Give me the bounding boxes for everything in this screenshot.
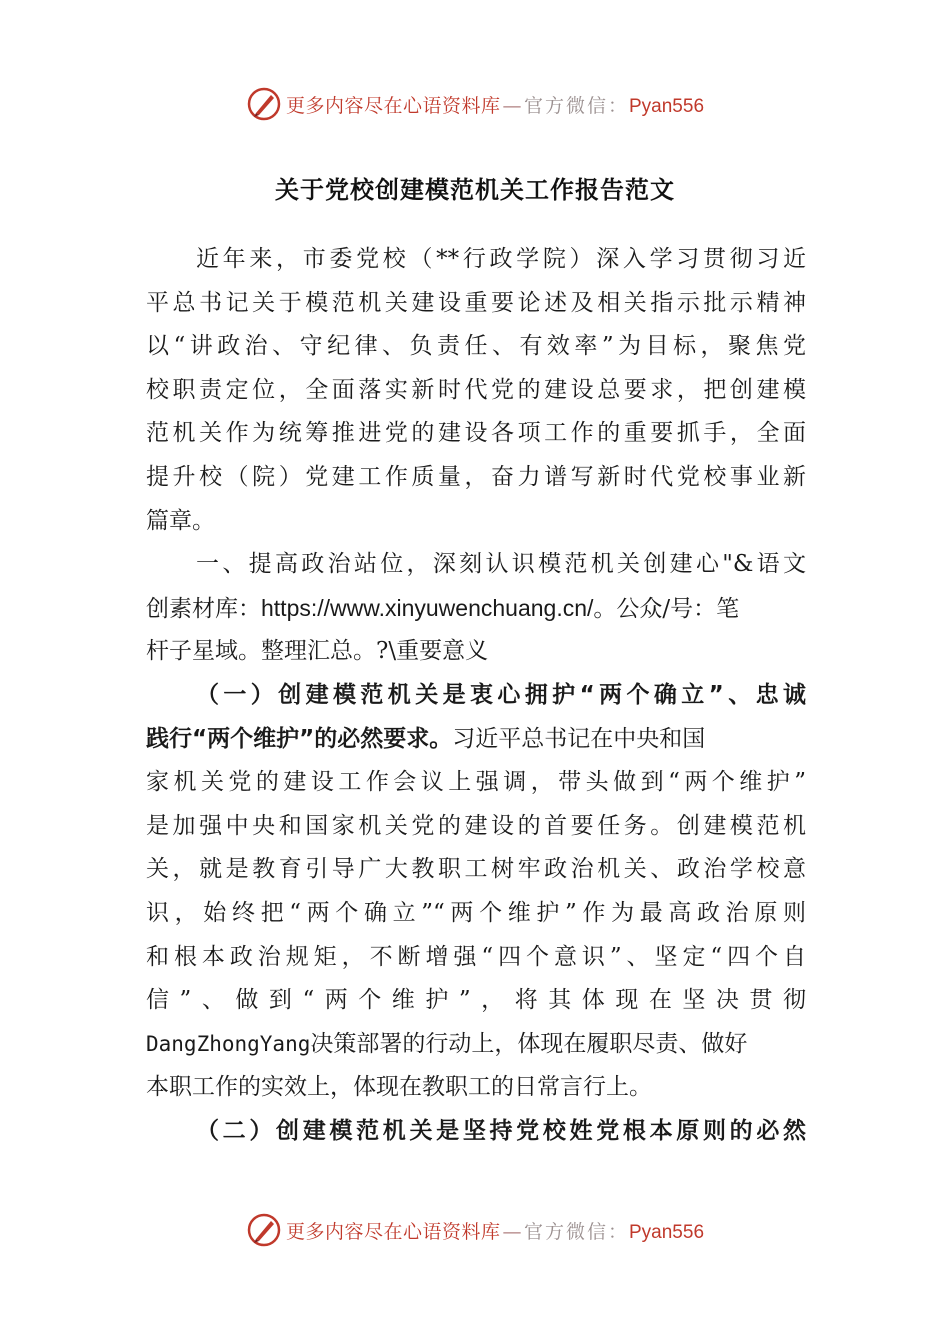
banner-slogan: 更多内容尽在心语资料库: [285, 1220, 501, 1243]
text-fragment: 决策部署的行动上，体现在履职尽责、做好: [310, 1030, 748, 1057]
text-line: 是加强中央和国家机关党的建设的首要任务。创建模范机: [146, 812, 806, 839]
text-fragment: 习近平总书记在中央和国: [452, 725, 706, 752]
mixed-line: [146, 718, 806, 762]
text-line: 本职工作的实效上，体现在教职工的日常言行上。: [146, 1074, 652, 1101]
text-line: 提升校（院）党建工作质量，奋力谱写新时代党校事业新: [146, 463, 806, 490]
text-fragment: 。公众/号：笔: [593, 595, 740, 622]
document-title: 关于党校创建模范机关工作报告范文: [275, 176, 675, 204]
subheading-line: （二）创建模范机关是坚持党校姓党根本原则的必然: [196, 1117, 806, 1144]
text-line: 近年来，市委党校（**行政学院）深入学习贯彻习近: [196, 246, 806, 272]
header-banner: [0, 84, 950, 124]
banner-wechat-id: Pyan556: [629, 1221, 705, 1243]
text-line: 校职责定位，全面落实新时代党的建设总要求，把创建模: [146, 376, 806, 403]
banner-slogan: 更多内容尽在心语资料库: [285, 94, 501, 117]
text-fragment: 创素材库：: [146, 595, 261, 622]
text-line: 和根本政治规矩，不断增强“四个意识”、坚定“四个自: [146, 943, 806, 970]
text-line: 平总书记关于模范机关建设重要论述及相关指示批示精神: [146, 289, 806, 316]
text-line: 杆子星域。整理汇总。?\重要意义: [146, 638, 489, 665]
text-line: 关，就是教育引导广大教职工树牢政治机关、政治学校意: [146, 856, 806, 883]
text-line-with-url: [146, 587, 806, 631]
source-url-text: https://www.xinyuwenchuang.cn/: [261, 594, 594, 621]
banner-text: [286, 91, 704, 118]
footer-banner: [0, 1210, 950, 1250]
text-line: 以“讲政治、守纪律、负责任、有效率”为目标，聚焦党: [146, 333, 806, 360]
quill-pen-logo-icon: [246, 86, 282, 122]
banner-text: [286, 1217, 704, 1244]
text-line: 识，始终把“两个确立”“两个维护”作为最高政治原则: [146, 899, 806, 926]
mixed-line: [146, 1023, 806, 1067]
document-body: [146, 238, 806, 1153]
text-line: 信”、做到“两个维护”，将其体现在坚决贯彻: [146, 987, 806, 1014]
quill-pen-logo-icon: [246, 1212, 282, 1248]
text-line: 篇章。: [146, 507, 215, 534]
subheading-line: （一）创建模范机关是衷心拥护“两个确立”、忠诚: [196, 681, 806, 708]
latin-fragment: DangZhongYang: [146, 1031, 311, 1056]
banner-wechat-label: 官方微信：: [523, 1220, 629, 1243]
banner-dash: —: [502, 1220, 522, 1243]
text-line: 家机关党的建设工作会议上强调，带头做到“两个维护”: [146, 769, 806, 796]
banner-wechat-label: 官方微信：: [523, 94, 629, 117]
section-heading-line: 一、提高政治站位，深刻认识模范机关创建心"&语文: [196, 551, 806, 578]
text-line: 范机关作为统筹推进党的建设各项工作的重要抓手，全面: [146, 420, 806, 447]
banner-wechat-id: Pyan556: [629, 95, 705, 117]
banner-dash: —: [502, 94, 522, 117]
subheading-fragment: 践行“两个维护”的必然要求。: [146, 725, 453, 752]
